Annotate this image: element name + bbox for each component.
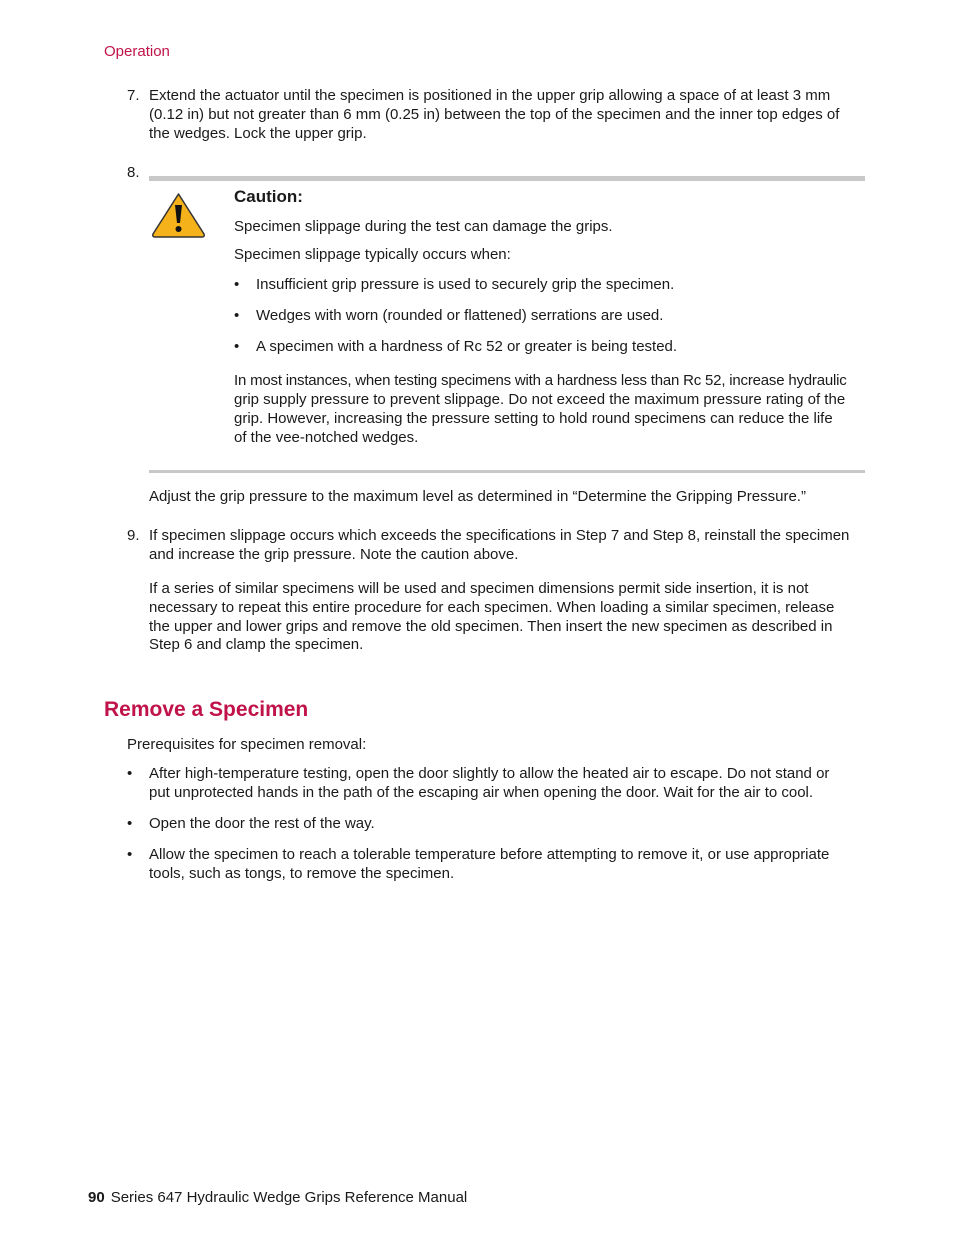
prereq-bullet-3-dot: •	[127, 846, 133, 863]
step-9-line-2: and increase the grip pressure. Note the caution above.	[149, 546, 519, 563]
step-9-para-line-2: necessary to repeat this entire procedure for each specimen. When loading a similar specimen, release	[149, 599, 835, 616]
page-footer	[88, 1188, 467, 1207]
step-8-text: Adjust the grip pressure to the maximum level as determined in “Determine the Gripping Pressure.”	[149, 488, 806, 505]
warning-triangle-icon	[150, 191, 207, 239]
step-7-number: 7.	[127, 87, 140, 104]
step-8-number: 8.	[127, 164, 140, 181]
prerequisites-intro: Prerequisites for specimen removal:	[127, 736, 367, 753]
page-number: 90	[88, 1189, 105, 1206]
step-9-para-line-4: Step 6 and clamp the specimen.	[149, 636, 364, 653]
prereq-bullet-1-dot: •	[127, 765, 133, 782]
step-9-line-1: If specimen slippage occurs which exceeds the specifications in Step 7 and Step 8, reinstall the specimen	[149, 527, 850, 544]
manual-title: Series 647 Hydraulic Wedge Grips Reference Manual	[110, 1189, 468, 1206]
section-heading: Remove a Specimen	[104, 698, 309, 721]
caution-top-rule	[149, 176, 865, 181]
caution-bullet-1-dot: •	[234, 276, 240, 293]
step-9-number: 9.	[127, 527, 140, 544]
caution-bullet-1: Insufficient grip pressure is used to securely grip the specimen.	[256, 276, 675, 293]
caution-bullet-3-dot: •	[234, 338, 240, 355]
step-9-para-line-3: the upper and lower grips and remove the old specimen. Then insert the new specimen as described in	[149, 618, 833, 635]
step-7-line-2: (0.12 in) but not greater than 6 mm (0.25 in) between the top of the specimen and the inner top edges of	[149, 106, 840, 123]
step-7-line-3: the wedges. Lock the upper grip.	[149, 125, 367, 142]
step-9-para-line-1: If a series of similar specimens will be used and specimen dimensions permit side insertion, it is not	[149, 580, 809, 597]
caution-note-line-3: grip. However, increasing the pressure setting to hold round specimens can reduce the life	[234, 410, 833, 427]
caution-line-1: Specimen slippage during the test can damage the grips.	[234, 218, 613, 235]
caution-bullet-2: Wedges with worn (rounded or flattened) serrations are used.	[256, 307, 664, 324]
prereq-bullet-2-dot: •	[127, 815, 133, 832]
caution-note-line-2: grip supply pressure to prevent slippage. Do not exceed the maximum pressure rating of the	[234, 391, 846, 408]
running-header: Operation	[104, 43, 170, 60]
caution-bullet-3: A specimen with a hardness of Rc 52 or greater is being tested.	[256, 338, 678, 355]
caution-note-line-4: of the vee-notched wedges.	[234, 429, 419, 446]
prereq-bullet-3-line-1: Allow the specimen to reach a tolerable temperature before attempting to remove it, or use appropriate	[149, 846, 830, 863]
caution-note-line-1: In most instances, when testing specimens with a hardness less than Rc 52, increase hydraulic	[234, 372, 847, 389]
prereq-bullet-3-line-2: tools, such as tongs, to remove the specimen.	[149, 865, 455, 882]
caution-bullet-2-dot: •	[234, 307, 240, 324]
prereq-bullet-1-line-1: After high-temperature testing, open the door slightly to allow the heated air to escape. Do not stand or	[149, 765, 830, 782]
caution-bottom-rule	[149, 470, 865, 473]
prereq-bullet-2: Open the door the rest of the way.	[149, 815, 375, 832]
prereq-bullet-1-line-2: put unprotected hands in the path of the escaping air when opening the door. Wait for the air to cool.	[149, 784, 814, 801]
caution-line-2: Specimen slippage typically occurs when:	[234, 246, 511, 263]
caution-title: Caution:	[234, 187, 303, 206]
step-7-line-1: Extend the actuator until the specimen is positioned in the upper grip allowing a space of at least 3 mm	[149, 87, 831, 104]
